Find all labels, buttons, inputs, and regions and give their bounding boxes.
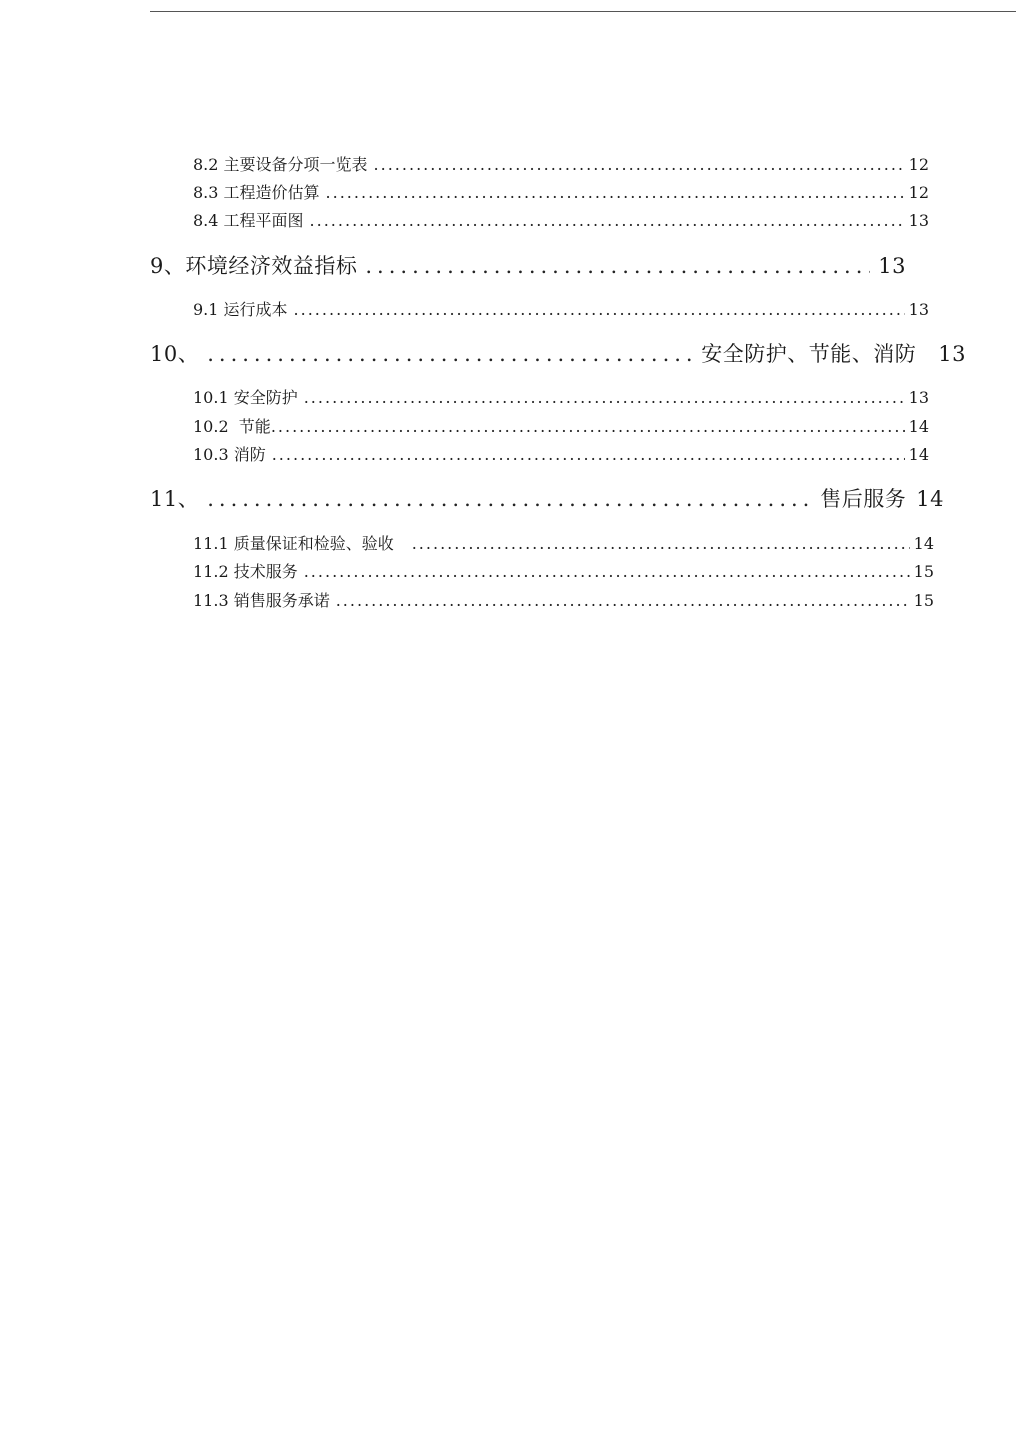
toc-page-number: 13 [908, 300, 929, 319]
toc-entry-10-1[interactable] [193, 387, 929, 409]
toc-entry-11-1[interactable] [193, 533, 934, 555]
toc-page-number: 14 [913, 534, 934, 553]
toc-leader-dots [304, 387, 905, 409]
toc-leader-dots [365, 251, 870, 281]
toc-entry-label: 11.3 销售服务承诺 [193, 591, 330, 610]
toc-entry-11[interactable] [150, 484, 944, 514]
toc-page-number: 13 [908, 211, 929, 230]
toc-leader-dots [336, 590, 910, 612]
toc-leader-dots [294, 299, 905, 321]
toc-entry-label: 8.2 主要设备分项一览表 [193, 155, 368, 174]
toc-entry-8-4[interactable] [193, 210, 929, 232]
toc-page-number: 14 [916, 487, 944, 511]
toc-page-number: 12 [908, 183, 929, 202]
toc-leader-dots [207, 339, 693, 369]
toc-page-number: 15 [913, 591, 934, 610]
toc-entry-label: 8.3 工程造价估算 [193, 183, 320, 202]
toc-entry-label: 10.1 安全防护 [193, 388, 298, 407]
toc-leader-dots [207, 484, 812, 514]
toc-entry-10-2[interactable] [193, 416, 929, 438]
toc-leader-dots [412, 533, 910, 555]
toc-page-number: 14 [908, 445, 929, 464]
toc-leader-dots [304, 561, 910, 583]
toc-entry-10[interactable] [150, 339, 966, 369]
toc-entry-label: 9.1 运行成本 [193, 300, 288, 319]
toc-page-number: 13 [908, 388, 929, 407]
toc-entry-11-2[interactable] [193, 561, 934, 583]
toc-entry-9[interactable] [150, 251, 906, 281]
toc-page-number: 13 [878, 254, 906, 278]
toc-entry-11-3[interactable] [193, 590, 934, 612]
toc-section-title: 安全防护、节能、消防 [701, 342, 917, 366]
toc-entry-9-1[interactable] [193, 299, 929, 321]
toc-leader-dots [326, 182, 905, 204]
toc-page-number: 13 [938, 342, 966, 366]
toc-entry-8-3[interactable] [193, 182, 929, 204]
toc-leader-dots [271, 416, 905, 438]
toc-leader-dots [374, 154, 905, 176]
toc-section-number: 10、 [150, 342, 200, 366]
toc-entry-label: 10.2 节能 [193, 417, 271, 436]
toc-page-number: 15 [913, 562, 934, 581]
toc-page-number: 12 [908, 155, 929, 174]
toc-entry-10-3[interactable] [193, 444, 929, 466]
toc-entry-label: 11.1 质量保证和检验、验收 [193, 534, 394, 553]
toc-page-number: 14 [908, 417, 929, 436]
toc-entry-8-2[interactable] [193, 154, 929, 176]
toc-entry-label: 10.3 消防 [193, 445, 266, 464]
toc-leader-dots [272, 444, 905, 466]
toc-leader-dots [310, 210, 905, 232]
toc-section-title: 售后服务 [820, 487, 907, 511]
toc-entry-label: 8.4 工程平面图 [193, 211, 304, 230]
header-rule [150, 11, 1016, 12]
toc-section-number: 11、 [150, 487, 200, 511]
toc-entry-label: 9、环境经济效益指标 [150, 254, 358, 278]
toc-entry-label: 11.2 技术服务 [193, 562, 298, 581]
